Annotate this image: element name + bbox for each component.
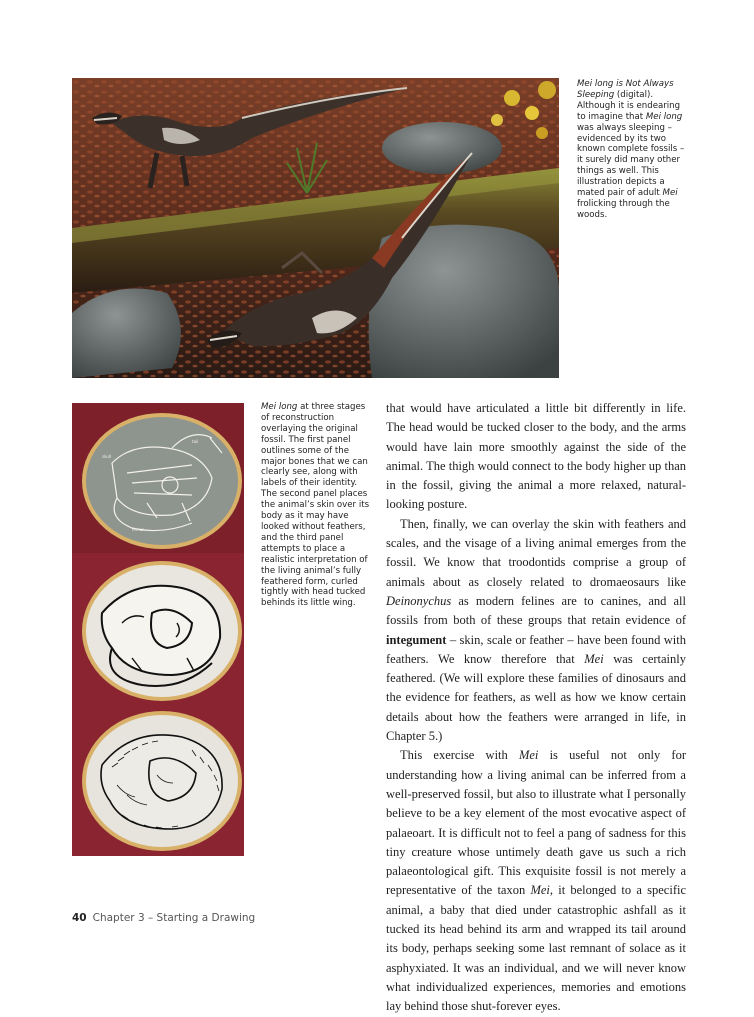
p3-text-b: is useful not only for understanding how a living animal can be inferred from a well-preserved fossil, but also to illustrate what I personally believe to be a key element of the most evocative aspect of palaeoart. It is difficult not to feel a pang of sadness for this tiny creature whose untimely death gave us such a rich palaeontological gift. This exquisite fossil is not merely a representative of the taxon bbox=[386, 748, 686, 898]
foreground-rock-left bbox=[72, 289, 181, 379]
caption-title: Mei long is Not Always Sleeping bbox=[577, 79, 674, 100]
p3-text-a: This exercise with bbox=[400, 748, 519, 763]
body-text-column bbox=[386, 399, 686, 1017]
fossil-feathered-drawing bbox=[72, 705, 244, 856]
illustration-mei-pair bbox=[72, 78, 559, 378]
body-paragraph-3 bbox=[386, 746, 686, 1016]
p3-text-c: , it belonged to a specific animal, a baby that died under catastrophic ashfall as it tucked its head behind its arm and wrapped its tail around its body, perhaps seeking some last remnant of solace as it asphyxiated. It was an individual, and we will never know what individualized experiences, memories and emotions lay behind those shut-forever eyes. bbox=[386, 883, 686, 1014]
p2-italic-deinonychus: Deinonychus bbox=[386, 593, 452, 608]
caption-text-3: frolicking through the woods. bbox=[577, 198, 670, 220]
p2-bold-integument: integument bbox=[386, 632, 447, 647]
caption-text-2: was always sleeping – evidenced by its two known complete fossils – it surely did many other things as well. This illustration depicts a mated pair of adult bbox=[577, 122, 685, 199]
p2-text-c: – skin, scale or feather – have been found with feathers. We know therefore that bbox=[386, 632, 686, 666]
body-paragraph-1: that would have articulated a little bit differently in life. The head would be tucked closer to the body, and the arms would have lain more smoothly against the side of the animal. The thigh would connect to the body higher up than in the fossil, giving the animal a more relaxed, natural-looking posture. bbox=[386, 401, 686, 512]
fossil-panel-skin bbox=[72, 553, 244, 705]
p2-text-a: Then, finally, we can overlay the skin with feathers and scales, and the visage of a living animal emerges from the fossil. We know that troodontids comprise a group of animals about as closely related to dromaeosaurs like bbox=[386, 516, 686, 589]
fossil-panel-feathered bbox=[72, 705, 244, 856]
svg-text:skull: skull bbox=[102, 454, 112, 459]
p3-italic-mei-1: Mei bbox=[518, 748, 539, 763]
background-rock bbox=[382, 122, 502, 174]
caption-italic-mei: Mei bbox=[662, 188, 678, 199]
caption-fossil-panels bbox=[261, 402, 373, 609]
fossil-panel-bones bbox=[72, 403, 244, 553]
p2-text-d: was certainly feathered. (We will explore these families of dinosaurs and the evidence for feathers, as well as how we know certain details about how the feathers were arranged in life, in Chapter 5.) bbox=[386, 651, 686, 744]
body-paragraph-2 bbox=[386, 515, 686, 747]
p2-italic-mei: Mei bbox=[584, 651, 604, 666]
p3-italic-mei-2: Mei bbox=[530, 883, 550, 898]
p2-text-b: as modern felines are to canines, and all fossils from both of these groups that retain evidence of bbox=[386, 593, 686, 628]
caption-text-1: Although it is endearing to imagine that bbox=[577, 100, 681, 122]
caption-illustration bbox=[577, 79, 687, 221]
page-number: 40 bbox=[72, 912, 87, 924]
fossil-bones-drawing bbox=[72, 403, 244, 553]
svg-text:femur: femur bbox=[132, 527, 144, 532]
caption-side-text: at three stages of reconstruction overlaying the original fossil. The first panel outlines some of the major bones that we can clearly see, along with labels of their identity. The second panel places the animal’s skin over its body as it may have looked without feathers, and the third panel attempts to place a realistic interpretation of the living animal’s fully feathered form, curled tightly with head tucked behinds its little wing. bbox=[261, 402, 370, 609]
forest-scene-art bbox=[72, 78, 559, 378]
fossil-skin-drawing bbox=[72, 553, 244, 705]
caption-italic-mei-long: Mei long bbox=[645, 111, 683, 122]
caption-side-title: Mei long bbox=[261, 402, 298, 412]
page-footer bbox=[72, 912, 255, 924]
chapter-title: Chapter 3 – Starting a Drawing bbox=[92, 912, 256, 924]
caption-medium: (digital). bbox=[614, 89, 654, 100]
svg-text:tail: tail bbox=[192, 439, 199, 444]
